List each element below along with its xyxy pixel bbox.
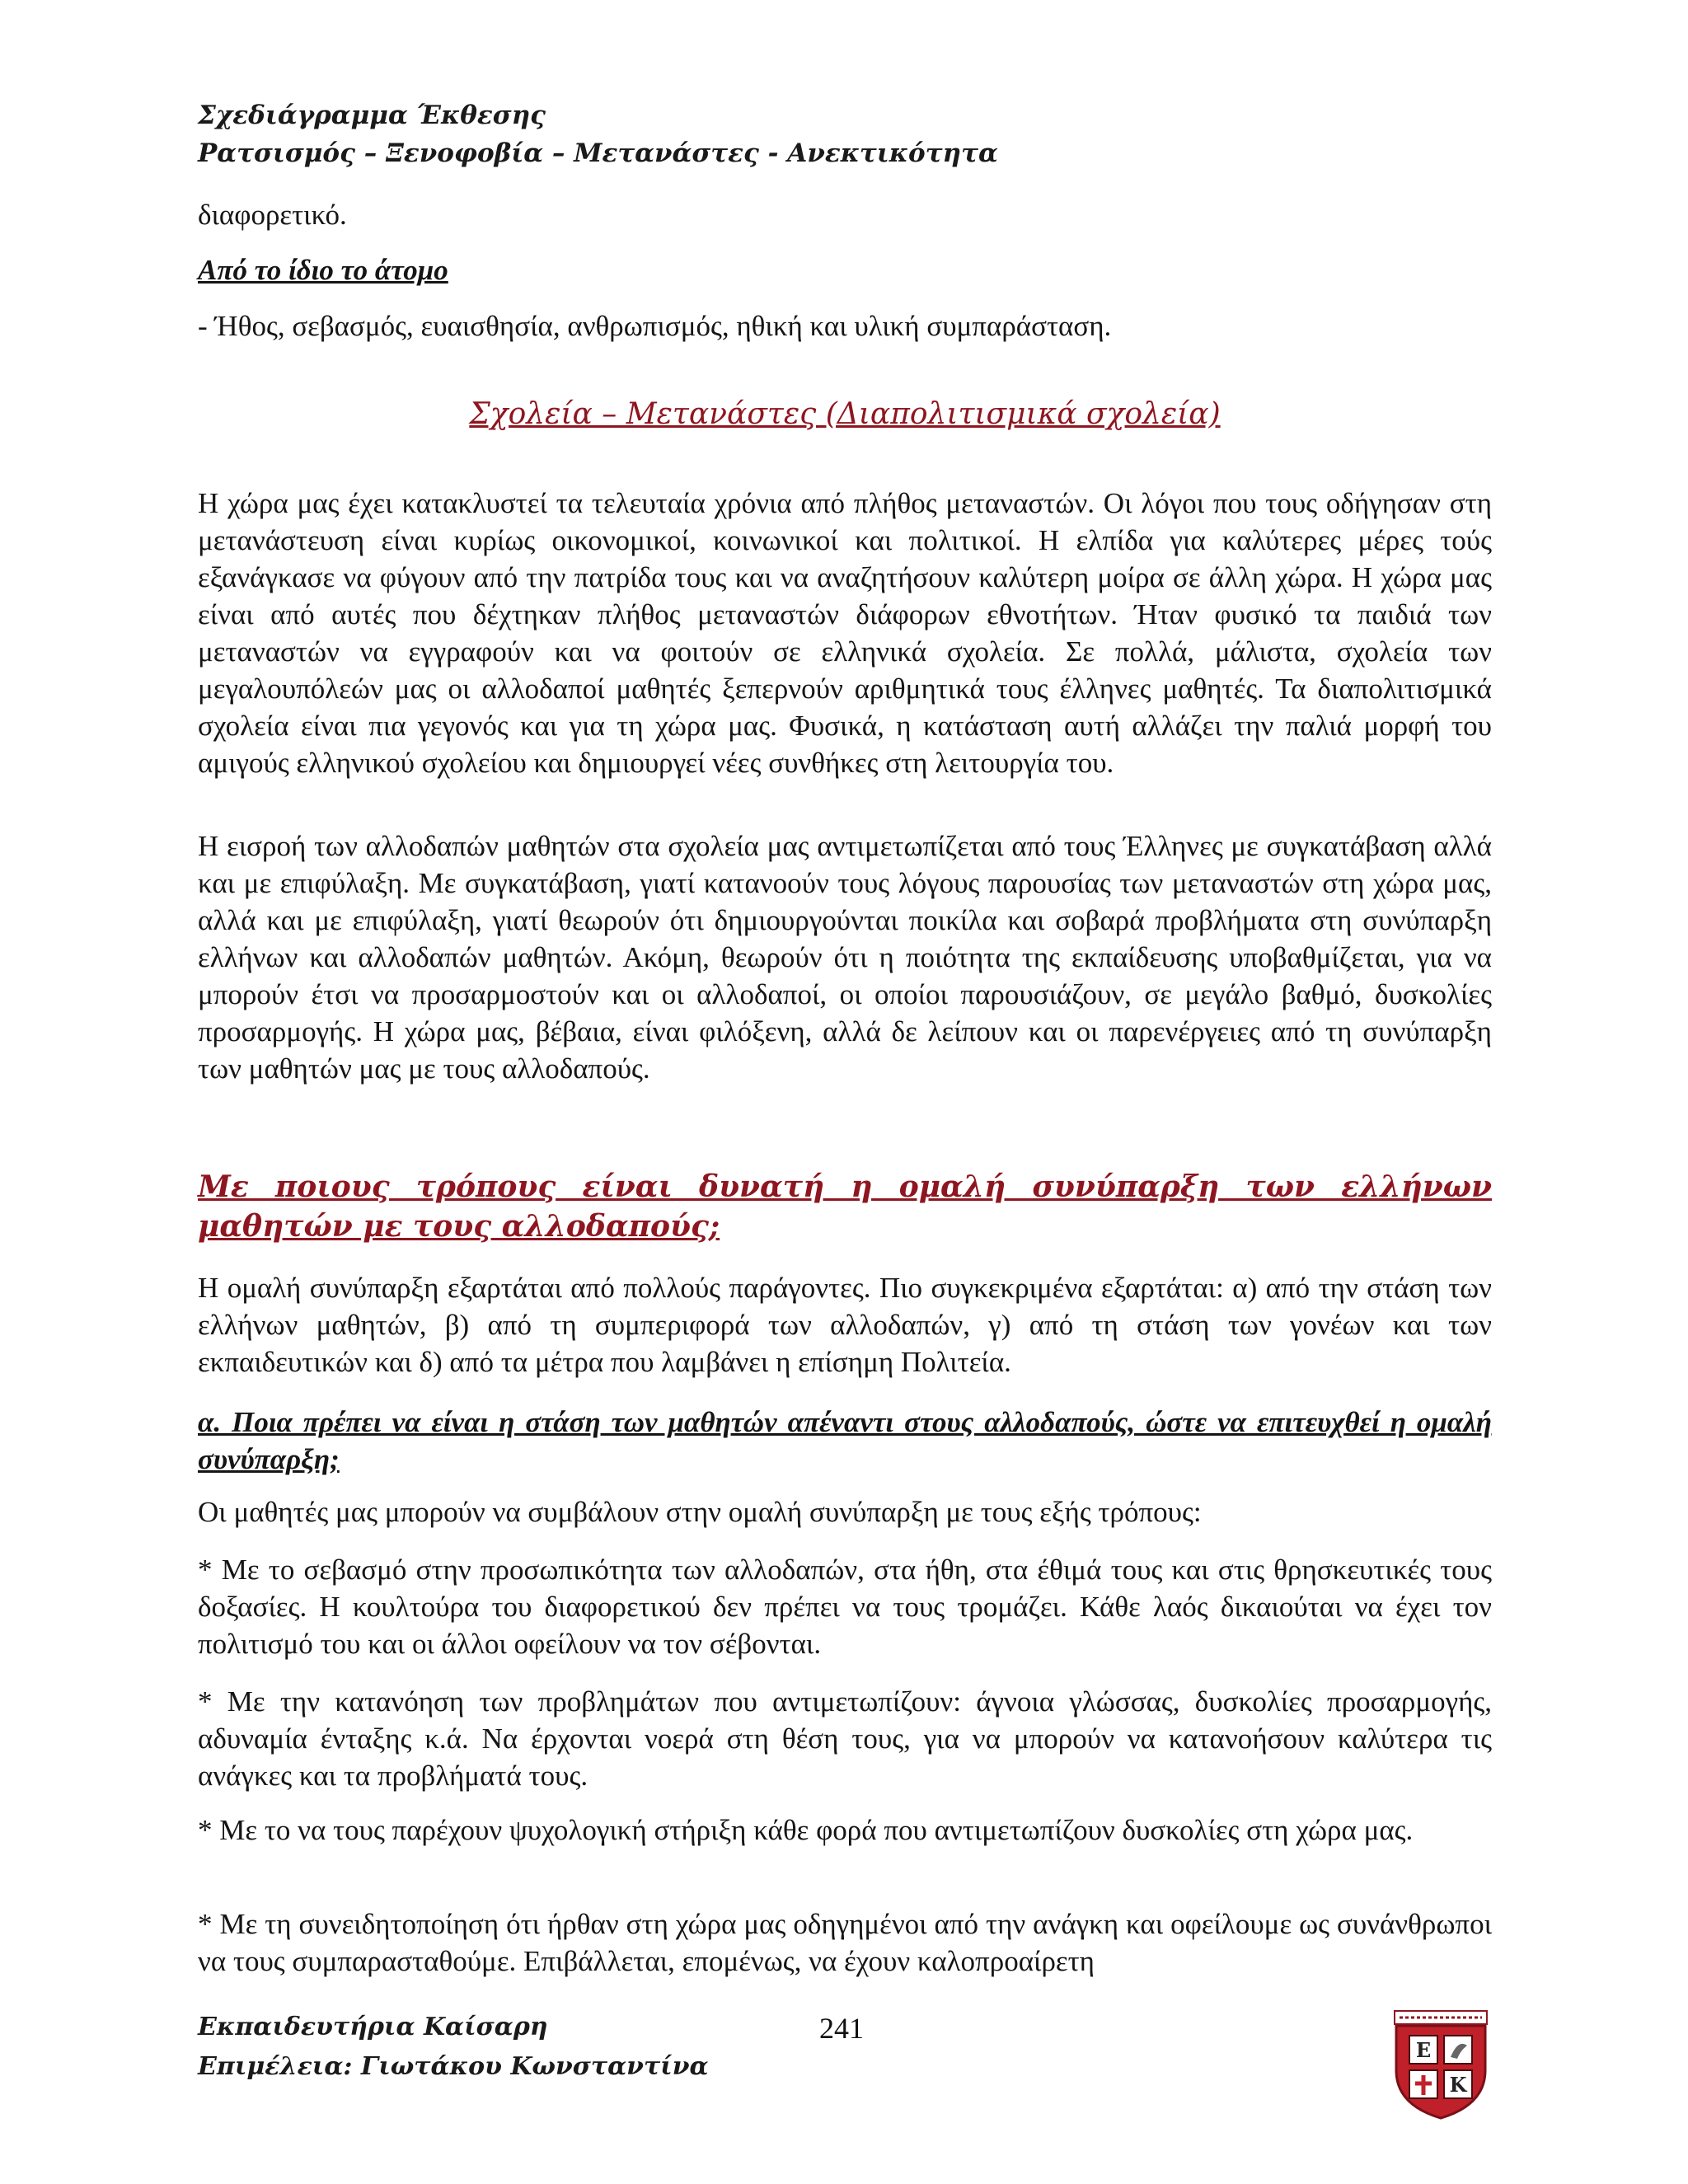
footer-organization: Εκπαιδευτήρια Καίσαρη <box>198 2013 548 2041</box>
paragraph-continuation: διαφορετικό. <box>198 199 347 231</box>
bullet-respect: * Με το σεβασμό στην προσωπικότητα των αλλοδαπών, στα ήθη, στα έθιμά τους και στις θρησκευτικές τους δοξασίες. Η κουλτούρα του διαφορετικού δεν πρέπει να τους τρομάζει. Κάθε λαός δικαιούται να έχει τον πολιτισμό του και οι άλλοι οφείλουν να τον σέβονται. <box>198 1554 1492 1660</box>
paragraph-immigration: Η χώρα μας έχει κατακλυστεί τα τελευταία χρόνια από πλήθος μεταναστών. Οι λόγοι που τους οδήγησαν στη μετανάστευση είναι κυρίως οικονομικοί, κοινωνικοί και πολιτικοί. Η ελπίδα για καλύτερες μέρες τούς εξανάγκασε να φύγουν από την πατρίδα τους και να αναζητήσουν καλύτερη μοίρα σε άλλη χώρα. Η χώρα μας είναι από αυτές που δέχτηκαν πλήθος μεταναστών διάφορων εθνοτήτων. Ήταν φυσικό τα παιδιά των μεταναστών να εγγραφούν και να φοιτούν σε ελληνικά σχολεία. Σε πολλά, μάλιστα, σχολεία των μεγαλουπόλεών μας οι αλλοδαποί μαθητές ξεπερνούν αριθμητικά τους έλληνες μαθητές. Τα διαπολιτισμικά σχολεία είναι πια γεγονός και για τη χώρα μας. Φυσικά, η κατάσταση αυτή αλλάζει την παλιά μορφή του αμιγούς ελληνικού σχολείου και δημιουργεί νέες συνθήκες στη λειτουργία του. <box>198 487 1492 779</box>
header-subtitle: Ρατσισμός – Ξενοφοβία – Μετανάστες - Ανεκτικότητα <box>198 138 998 168</box>
header-title: Σχεδιάγραμμα Έκθεσης <box>198 101 546 130</box>
bullet-awareness: * Με τη συνειδητοποίηση ότι ήρθαν στη χώρα μας οδηγημένοι από την ανάγκη και οφείλουμε ως συνάνθρωποι να τους συμπαρασταθούμε. Επιβάλλεται, επομένως, να έχουν καλοπροαίρετη <box>198 1908 1492 1977</box>
svg-text:Ε: Ε <box>1415 2038 1432 2062</box>
svg-text:Κ: Κ <box>1449 2073 1467 2097</box>
question-heading: Με ποιους τρόπους είναι δυνατή η ομαλή συνύπαρξη των ελλήνων μαθητών με τους αλλοδαπούς; <box>198 1169 1492 1244</box>
footer-editor: Επιμέλεια: Γιωτάκου Κωνσταντίνα <box>198 2052 709 2081</box>
school-logo-icon <box>1391 2008 1490 2121</box>
subheading-students-attitude: α. Ποια πρέπει να είναι η στάση των μαθητών απέναντι στους αλλοδαπούς, ώστε να επιτευχθεί η ομαλή συνύπαρξη; <box>198 1406 1492 1475</box>
paragraph-reservations: Η εισροή των αλλοδαπών μαθητών στα σχολεία μας αντιμετωπίζεται από τους Έλληνες με συγκατάβαση αλλά και με επιφύλαξη. Με συγκατάβαση, γιατί κατανοούν τους λόγους παρουσίας των μεταναστών στη χώρα μας, αλλά και με επιφύλαξη, γιατί θεωρούν ότι δημιουργούνται ποικίλα και σοβαρά προβλήματα στη συνύπαρξη ελλήνων και αλλοδαπών μαθητών. Ακόμη, θεωρούν ότι η ποιότητα της εκπαίδευσης υποβαθμίζεται, για να μπορούν έτσι να προσαρμοστούν και οι αλλοδαποί, οι οποίοι παρουσιάζουν, σε μεγάλο βαθμό, δυσκολίες προσαρμογής. Η χώρα μας, βέβαια, είναι φιλόξενη, αλλά δε λείπουν και οι παρενέργειες από τη συνύπαρξη των μαθητών μας με τους αλλοδαπούς. <box>198 830 1492 1085</box>
paragraph-ways-intro: Οι μαθητές μας μπορούν να συμβάλουν στην ομαλή συνύπαρξη με τους εξής τρόπους: <box>198 1496 1202 1528</box>
section-title: Σχολεία – Μετανάστες (Διαπολιτισμικά σχολεία) <box>469 397 1221 431</box>
page-number: 241 <box>819 2012 864 2045</box>
subheading-individual: Από το ίδιο το άτομο <box>198 254 448 286</box>
bullet-psychological-support: * Με το να τους παρέχουν ψυχολογική στήριξη κάθε φορά που αντιμετωπίζουν δυσκολίες στη χώρα μας. <box>198 1814 1414 1846</box>
paragraph-factors: Η ομαλή συνύπαρξη εξαρτάται από πολλούς παράγοντες. Πιο συγκεκριμένα εξαρτάται: α) από την στάση των ελλήνων μαθητών, β) από τη συμπεριφορά των αλλοδαπών, γ) από τη στάση των γονέων και των εκπαιδευτικών και δ) από τα μέτρα που λαμβάνει η επίσημη Πολιτεία. <box>198 1272 1492 1378</box>
bullet-understanding: * Με την κατανόηση των προβλημάτων που αντιμετωπίζουν: άγνοια γλώσσας, δυσκολίες προσαρμογής, αδυναμία ένταξης κ.ά. Να έρχονται νοερά στη θέση τους, για να μπορούν να κατανοήσουν καλύτερα τις ανάγκες και τα προβλήματά τους. <box>198 1685 1492 1792</box>
paragraph-individual: - Ήθος, σεβασμός, ευαισθησία, ανθρωπισμός, ηθική και υλική συμπαράσταση. <box>198 310 1112 342</box>
